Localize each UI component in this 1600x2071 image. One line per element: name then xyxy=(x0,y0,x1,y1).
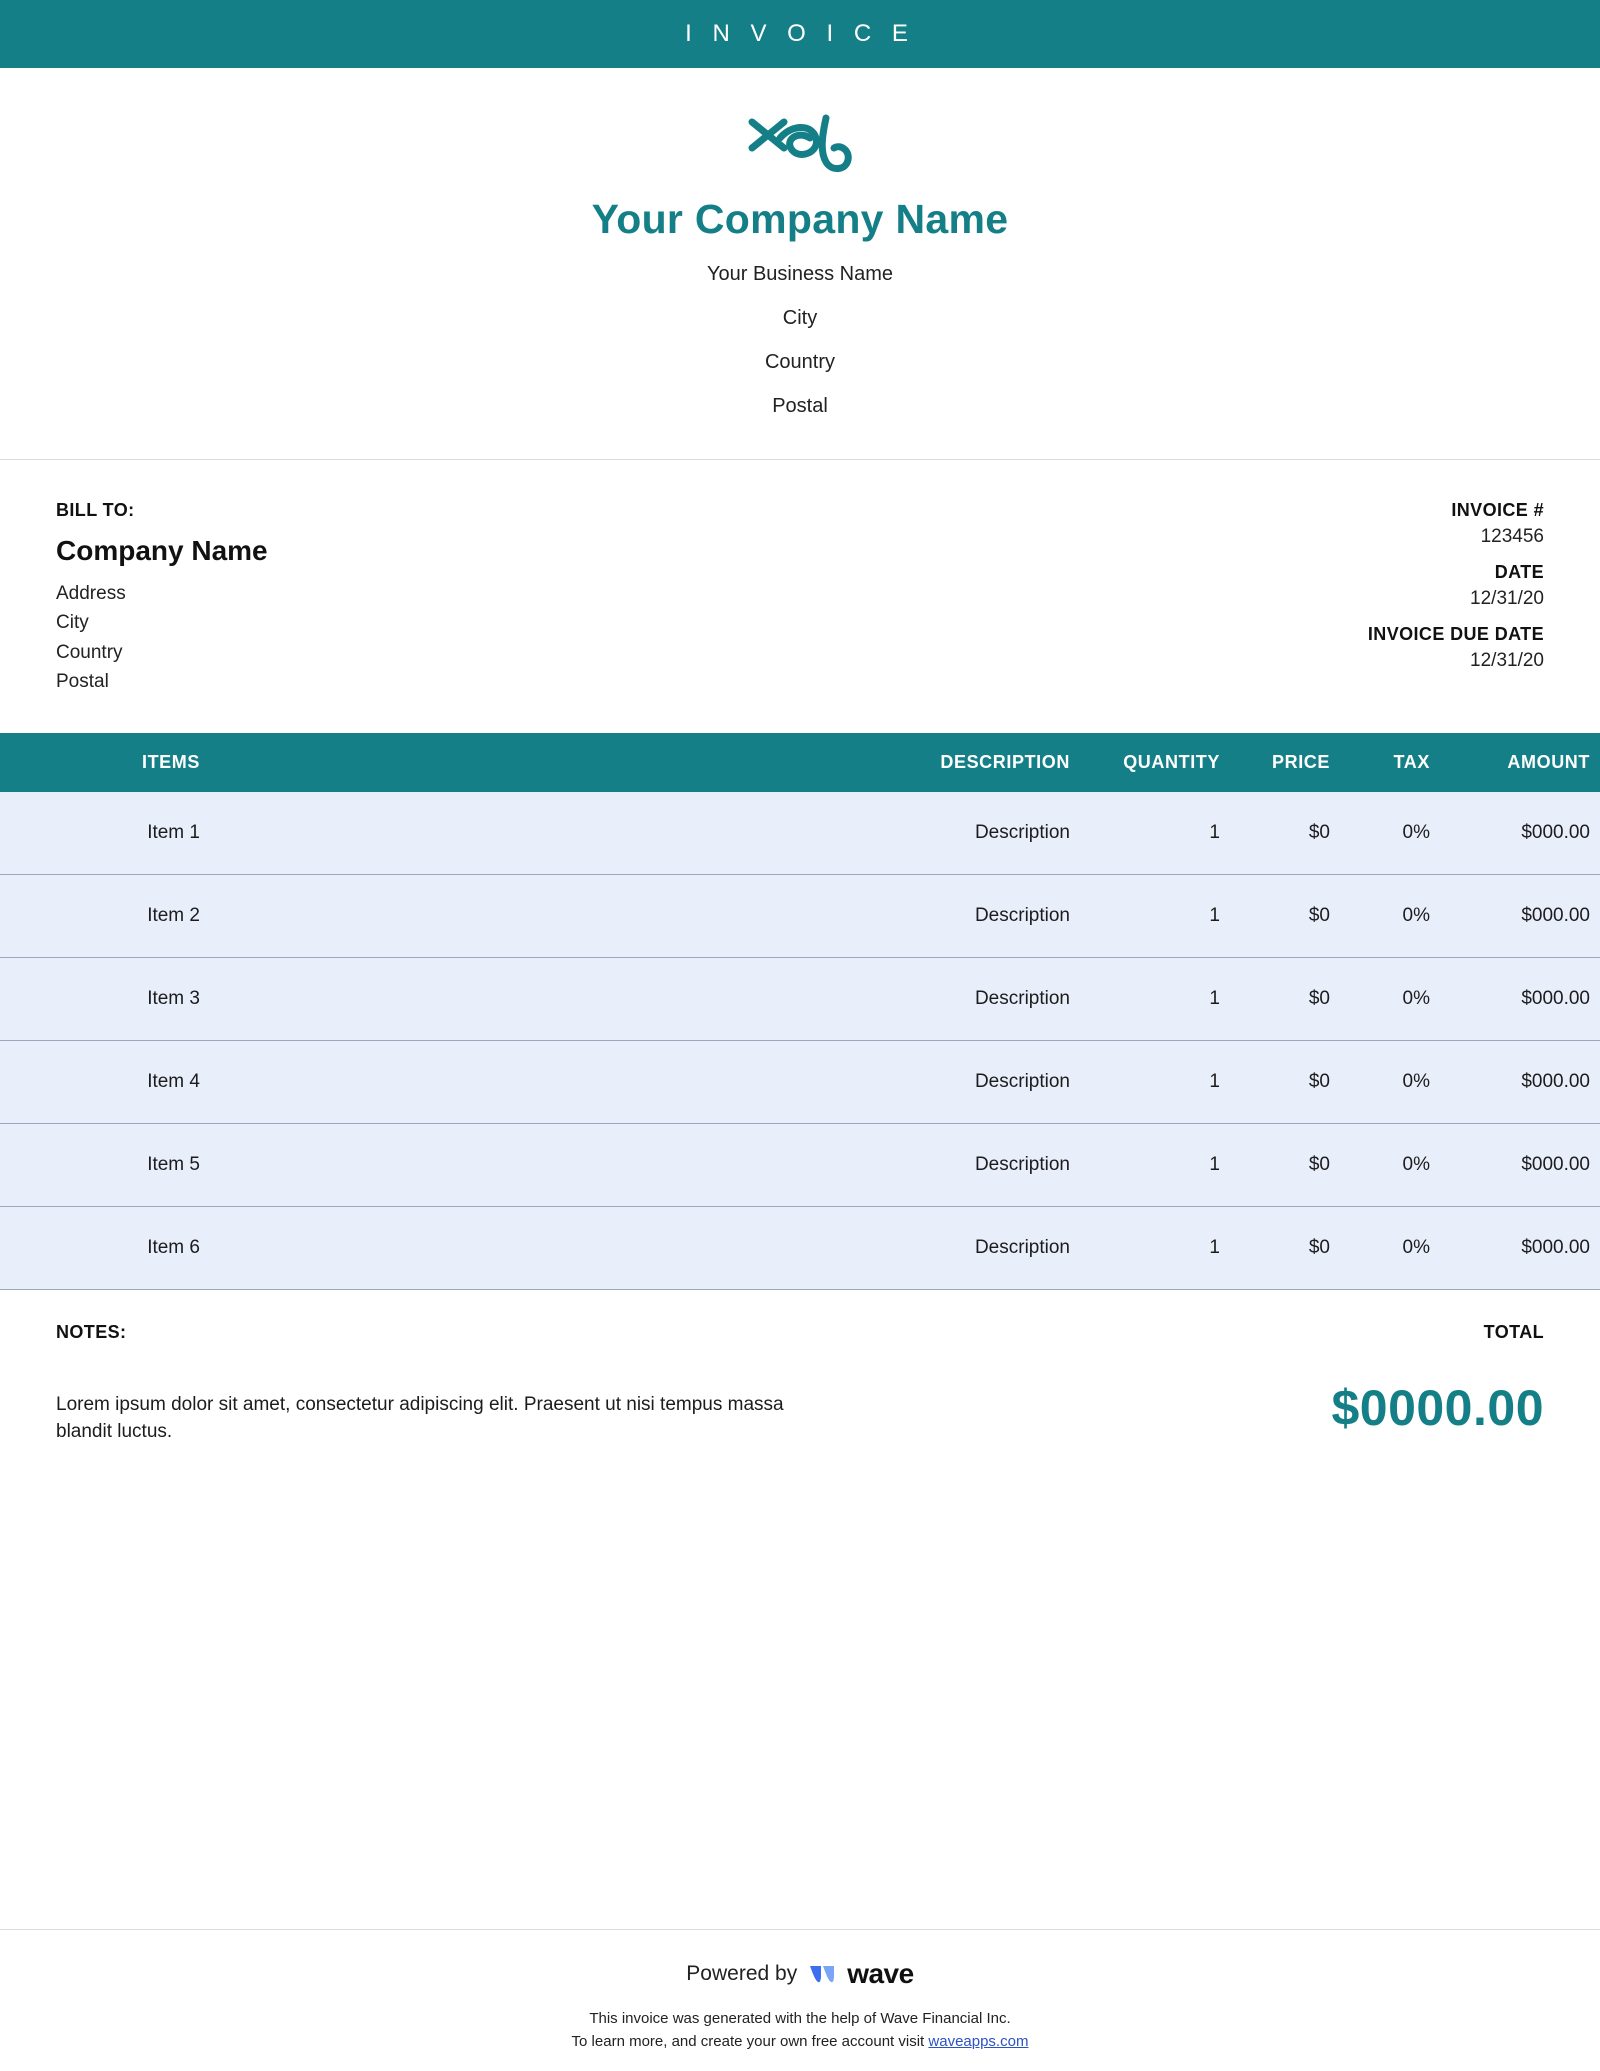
bill-to-address: Address xyxy=(56,583,126,604)
table-row xyxy=(0,874,1600,957)
row-quantity: 1 xyxy=(1209,1236,1220,1258)
row-amount: $000.00 xyxy=(1521,987,1590,1009)
footer-line-1: This invoice was generated with the help of Wave Financial Inc. xyxy=(589,2010,1011,2027)
powered-by-label: Powered by xyxy=(686,1962,798,1985)
company-postal: Postal xyxy=(772,395,828,417)
footer-line-2-prefix: To learn more, and create your own free account visit xyxy=(571,2032,929,2050)
table-row xyxy=(0,1123,1600,1206)
total-amount: $0000.00 xyxy=(1331,1379,1544,1436)
wave-knot-logo-icon xyxy=(736,104,864,188)
row-amount: $000.00 xyxy=(1521,1236,1590,1258)
row-tax: 0% xyxy=(1402,987,1430,1009)
table-row xyxy=(0,1040,1600,1123)
bill-to-postal: Postal xyxy=(56,671,109,693)
bill-to-country: Country xyxy=(56,641,123,663)
notes-text: Lorem ipsum dolor sit amet, consectetur adipiscing elit. Praesent ut nisi tempus massa blandit luctus. xyxy=(56,1393,784,1443)
row-tax: 0% xyxy=(1402,1153,1430,1175)
table-row xyxy=(0,792,1600,875)
row-description: Description xyxy=(974,1153,1070,1175)
company-name: Your Company Name xyxy=(591,196,1009,242)
company-logo xyxy=(0,104,1600,188)
header-items: ITEMS xyxy=(0,733,210,792)
row-description: Description xyxy=(974,904,1070,926)
invoice-footer xyxy=(0,1929,1600,2071)
row-description: Description xyxy=(974,987,1070,1009)
row-price: $0 xyxy=(1308,1153,1330,1175)
row-item: Item 5 xyxy=(147,1153,200,1175)
notes-block xyxy=(56,1322,816,1446)
footer-disclaimer xyxy=(0,2008,1600,2053)
table-row xyxy=(0,957,1600,1040)
row-price: $0 xyxy=(1308,1070,1330,1092)
row-item: Item 1 xyxy=(147,821,200,843)
invoice-banner xyxy=(0,0,1600,68)
row-quantity: 1 xyxy=(1209,904,1220,926)
row-quantity: 1 xyxy=(1209,1153,1220,1175)
line-items-table xyxy=(0,733,1600,1290)
invoice-banner-title: I N V O I C E xyxy=(685,20,915,47)
powered-by-block xyxy=(0,1958,1600,1990)
bill-to-block xyxy=(56,500,268,697)
row-description: Description xyxy=(974,1236,1070,1258)
wave-brand-label: wave xyxy=(847,1958,914,1989)
row-amount: $000.00 xyxy=(1521,821,1590,843)
bill-to-city: City xyxy=(56,612,89,634)
invoice-date-value: 12/31/20 xyxy=(1470,588,1544,609)
header-price: PRICE xyxy=(1230,733,1340,792)
notes-label: NOTES: xyxy=(56,1321,127,1342)
company-country: Country xyxy=(764,351,836,373)
row-tax: 0% xyxy=(1402,904,1430,926)
company-business-name: Your Business Name xyxy=(706,263,894,285)
header-amount: AMOUNT xyxy=(1440,733,1600,792)
company-header xyxy=(0,68,1600,460)
row-tax: 0% xyxy=(1402,1236,1430,1258)
row-amount: $000.00 xyxy=(1521,904,1590,926)
header-description: DESCRIPTION xyxy=(210,733,1080,792)
invoice-number-label: INVOICE # xyxy=(1451,500,1544,520)
notes-total-section xyxy=(0,1290,1600,1446)
line-items-body xyxy=(0,792,1600,1290)
line-items-header xyxy=(0,733,1600,792)
bill-to-company: Company Name xyxy=(56,535,268,566)
invoice-meta-block xyxy=(1284,500,1544,697)
row-item: Item 6 xyxy=(147,1236,200,1258)
row-quantity: 1 xyxy=(1209,821,1220,843)
invoice-due-date-value: 12/31/20 xyxy=(1470,650,1544,671)
row-quantity: 1 xyxy=(1209,987,1220,1009)
invoice-number-value: 123456 xyxy=(1480,526,1544,547)
content-spacer xyxy=(0,1446,1600,1929)
total-block xyxy=(1331,1322,1544,1446)
bill-to-label: BILL TO: xyxy=(56,500,135,520)
wave-logo-icon xyxy=(807,1960,837,1988)
billing-section xyxy=(0,460,1600,733)
waveapps-link[interactable]: waveapps.com xyxy=(928,2032,1029,2050)
header-tax: TAX xyxy=(1340,733,1440,792)
table-header-row xyxy=(0,733,1600,792)
row-price: $0 xyxy=(1308,821,1330,843)
total-label: TOTAL xyxy=(1483,1321,1544,1342)
row-item: Item 4 xyxy=(147,1070,200,1092)
row-price: $0 xyxy=(1308,904,1330,926)
header-quantity: QUANTITY xyxy=(1080,733,1230,792)
invoice-due-date-label: INVOICE DUE DATE xyxy=(1367,624,1544,644)
row-item: Item 3 xyxy=(147,987,200,1009)
row-amount: $000.00 xyxy=(1521,1153,1590,1175)
footer-line-2 xyxy=(0,2031,1600,2054)
table-row xyxy=(0,1206,1600,1289)
row-price: $0 xyxy=(1308,987,1330,1009)
row-amount: $000.00 xyxy=(1521,1070,1590,1092)
row-item: Item 2 xyxy=(147,904,200,926)
row-description: Description xyxy=(974,1070,1070,1092)
invoice-date-label: DATE xyxy=(1494,562,1544,582)
company-city: City xyxy=(782,307,818,329)
row-price: $0 xyxy=(1308,1236,1330,1258)
row-tax: 0% xyxy=(1402,821,1430,843)
row-description: Description xyxy=(974,821,1070,843)
row-tax: 0% xyxy=(1402,1070,1430,1092)
row-quantity: 1 xyxy=(1209,1070,1220,1092)
